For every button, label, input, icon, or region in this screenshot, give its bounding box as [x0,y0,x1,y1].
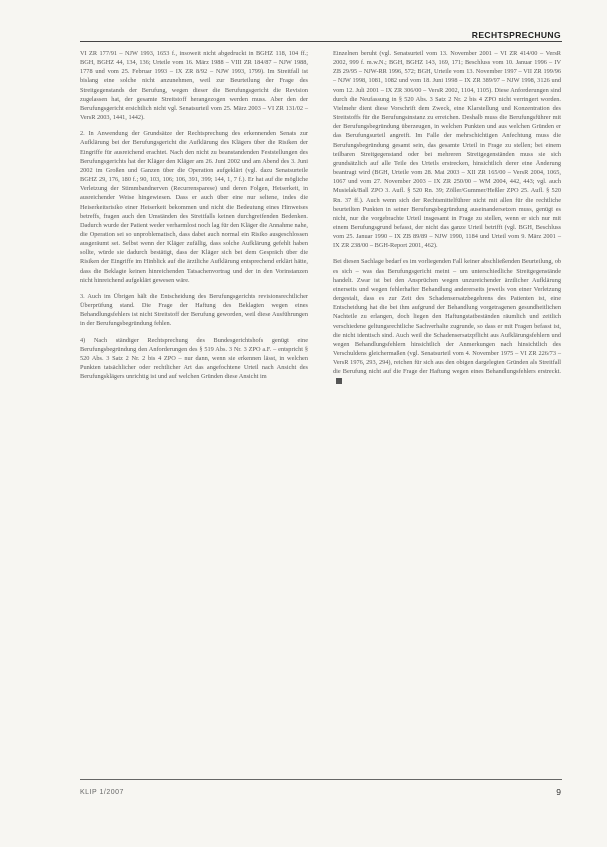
journal-issue: KLIP 1/2007 [80,789,124,796]
right-column [333,49,561,393]
paragraph: 3. Auch im Übrigen hält die Entscheidung des Berufungsgerichts revisionsrechtlicher Überprüfung stand. Die Frage der Haftung des Beklagten wegen eines Behandlungsfehlers ist nicht Streitstoff der Berufung geworden, weil diese Ausführungen in der Berufungsbegründung fehlen. [80,292,308,328]
paragraph: 2. In Anwendung der Grundsätze der Rechtsprechung des erkennenden Senats zur Aufklärung bei der Berufungsgericht die Aufklärung des Klägers über die Risiken der Eingriffe für ausreichend erachtet. Nach den nicht zu beanstandenden Feststellungen des Berufungsgerichts hat der Kläger den Kläger am 26. Juni 2002 und am Abend des 3. Juni 2002 im Großen und Ganzen über die Operation aufgeklärt (vgl. dazu Senatsurteile BGHZ 29, 176, 180 f.; 90, 103, 106; 106, 391, 399; 144, 1, 7 f.). Er hat auf die mögliche Verletzung der Stimmbandnerven (Recurrensparese) und deren Folgen, Heiserkeit, in ausreichender Weise hingewiesen. Dass er auch über eine nur seltene, indes die Heiserkeitsrisiko einer Heiserkeit bekommen und nicht die Bedeutung eines Hinweises betreffs, fragen auch den Umständen des Streitfalls keinen durchgreifenden Bedenken. Dadurch wurde der Patient weder verharmlost noch lag für den Kläger die Annahme nahe, die Operation sei so unproblematisch, dass dabei auch normal ein Risiko ausgeschlossen ausgeräumt sei. Selbst wenn der Kläger zufällig, dass solche Aufklärung gefehlt haben sollte, würde sie dadurch bestätigt, dass der Kläger sich bei dem Gespräch über die Risiken der Eingriffe im Hinblick auf die ärztliche Aufklärung entsprechend erklärt hätte, dass die Beklagte keinen hinreichenden Tatsachenvortrag und der in den Vorinstanzen nicht hinreichend aufgeklärt gewesen wäre. [80,130,308,284]
section-title: RECHTSPRECHUNG [471,30,561,40]
paragraph: VI ZR 177/91 – NJW 1993, 1653 f., insoweit nicht abgedruckt in BGHZ 118, 104 ff.; BGH, BGHZ 44, 134, 136; Urteile vom 16. März 1988 – VIII ZR 184/87 – NJW 1988, 1778 und vom 25. Februar 1993 – IX ZR 8/92 – NJW 1993, 1799). Im Streitfall ist bislang eine solche nicht anzunehmen, weil zur Beurteilung der Frage des Streitgegenstands der Berufung, wegen dieser die Berufungsgericht die Revision zugelassen hat, der gesamte Streitstoff herangezogen werden muss. Aber den der Berufungsgericht ersichtlich nicht vgl. Senatsurteil vom 25. März 2003 – VI ZR 131/02 – VersR 2003, 1441, 1442). [80,50,308,122]
paragraph-last [333,257,561,385]
left-column [80,49,308,388]
paragraph: 4) Nach ständiger Rechtsprechung des Bundesgerichtshofs genügt eine Berufungsbegründung den Anforderungen des § 519 Abs. 3 Nr. 3 ZPO a.F. – entspricht § 520 Abs. 3 Satz 2 Nr. 2 bis 4 ZPO – nur dann, wenn sie erkennen lässt, in welchen Punkten tatsächlicher oder rechtlicher Art das angefochtene Urteil nach Ansicht des Berufungsklägers unrichtig ist und auf welchen Gründen diese Ansicht im [80,336,308,381]
header-rule [80,41,562,42]
paragraph: Einzelnen beruht (vgl. Senatsurteil vom 13. November 2001 – VI ZR 414/00 – VersR 2002, 999 f. m.w.N.; BGH, BGHZ 143, 169, 171; Beschluss vom 10. Januar 1996 – IV ZB 29/95 – NJW-RR 1996, 572; BGH, Urteile vom 13. November 1997 – VII ZR 199/96 – NJW 1998, 1081, 1082 und vom 18. Juni 1998 – IX ZR 389/97 – NJW 1998, 3126 und vom 12. Juli 2001 – IX ZR 306/00 – VersR 2002, 1104, 1105). Diese Anforderungen sind durch die Neufassung in § 520 Abs. 3 Satz 2 Nr. 2 bis 4 ZPO nicht verringert worden. Vielmehr dient diese Vorschrift dem Zweck, eine Klarstellung und Konzentration des Streitstoffs für die Berufungsinstanz zu erreichen. Deshalb muss die Berufungsführer mit der Berufungsbegründung überzeugen, in welchen Punkten und aus welchen Gründen er das Berufungsurteil angreift. Im Falle der mehrschichtigen Anfechtung muss die Berufungsbegründung gesamt sein, das gesamte Urteil in Frage zu stellen; bei einem teilbaren Streitgegenstand oder bei mehreren Streitgegenständen muss sie sich grundsätzlich auf alle Teile des Urteils erstrecken, hinsichtlich derer eine Änderung beantragt wird (BGH, Urteile vom 28. Mai 2003 – XII ZR 165/00 – VersR 2004, 1065, 1067 und vom 27. November 2003 – IX ZR 250/00 – WM 2004, 442, 443; vgl. auch Musielak/Ball ZPO 3. Aufl. § 520 Rn. 39; Zöller/Gummer/Heßler ZPO 25. Aufl. § 520 Rn. 37 ff.). Auch wenn sich der Rechtsmittelführer nicht mit allen für die rechtliche beurteilten Punkten in seiner Berufungsbegründung auseinandersetzen muss, genügt es nicht, nur die vorgebrachte Urteil insgesamt in Frage zu stellen, wenn er sich nur mit einem Berufungsgrund befasst, der nicht das ganze Urteil betrifft (vgl. BGH, Beschluss vom 25. Januar 1990 – IX ZB 89/89 – NJW 1990, 1184 und Urteil vom 9. März 2001 – IX ZR 238/00 – BGH-Report 2001, 462). [333,50,561,250]
paragraph-text: Bei diesen Sachlage bedarf es im vorliegenden Fall keiner abschließenden Beurteilung, ob es sich – was das Berufungsgericht meint – um unterschiedliche Streitgegenstände handelt. Zwar ist bei den Ansprüchen wegen unzureichender ärztlicher Aufklärung einerseits und wegen fehlerhafter Behandlung andererseits jeweils von einer Verletzung dergestalt, dass es zur Zeit des Schadensersatzbegehrens des Patienten ist, eine Entscheidung hat die bei ihm aufgrund der Behandlung vorgetragenen gesundheitlichen Nachteile zu erlangen, doch liegen den Haftungstatbeständen räumlich und zeitlich verschiedene geltungsrechtliche Sachverhalte zugrunde, so dass er mit Fragen befasst ist, die nicht identisch sind. Auch weil die Schadensersatzpflicht aus Aufklärungsfehlern und wegen Behandlungsfehlern hinsichtlich der Anmerkungen nach hinsichtlich des Verschuldens gleichermaßen (vgl. Senatsurteil vom 4. November 1975 – VI ZR 226/73 – VersR 1976, 293, 294), reichen für sich aus den obigen dargelegten Gründen als Streitfall die Berufung nicht auf die Frage der Haftung wegen eines Behandlungsfehlers erstreckt. [333,258,561,376]
footer-rule [80,779,562,780]
page-number: 9 [556,787,561,797]
end-of-article-icon [336,378,342,384]
